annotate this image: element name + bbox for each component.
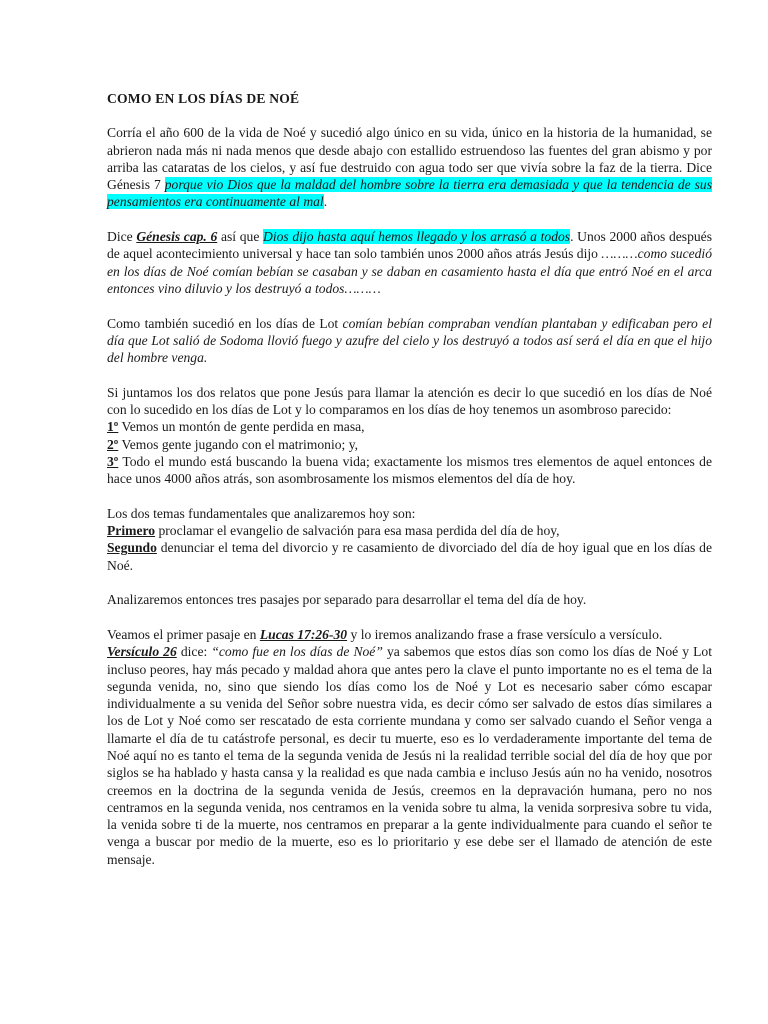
document-title: COMO EN LOS DÍAS DE NOÉ	[107, 91, 300, 106]
list-item: 2º Vemos gente jugando con el matrimonio; y,	[107, 436, 359, 452]
italic-quote: ………como sucedió en los días de Noé comían bebían se casaban y se daban en casamiento hasta el día que entró Noé en el arca entonces vino diluvio y los destruyó a todos………	[107, 246, 713, 296]
italic-quote: “como fue en los días de Noé”	[211, 644, 383, 660]
paragraph-1: Corría el año 600 de la vida de Noé y sucedió algo único en su vida, único en la historia de la humanidad, se abrieron nada más ni nada menos que desde abajo con estallido estruendoso las fuentes del gran abismo y por arriba las cataratas de los cielos, y así fue destruido con agua todo ser que vivía sobre la faz de la tierra. Dice Génesis 7 porque vio Dios que la maldad del hombre sobre la tierra era demasiada y que la tendencia de sus pensamientos era continuamente al mal.	[107, 125, 712, 210]
paragraph-8: Versículo 26 dice: “como fue en los días de Noé” ya sabemos que estos días son como los días de Noé y Lot incluso peores, hay más pecado y maldad ahora que antes pero la clave el punto importante no es el tema de la segunda venida, no, sino que siendo los días como los de Noé y Lot es necesario saber cómo escapar individualmente a su venida del Señor sobre nuestra vida, es decir cómo ser salvado de estos días similares a los de Lot y Noé como ser rescatado de esta corriente mundana y como ser salvado cuando el Señor venga a llamarte el día de tu catástrofe personal, es decir tu muerte, eso es lo verdaderamente importante del tema de Noé aquí no es tanto el tema de la segunda venida de Jesús ni la realidad terrible social del día de hoy que por siglos se ha hablado y hasta cansa y la realidad es que nada cambia e incluso Jesús aún no ha venido, nosotros creemos en la doctrina de la segunda venida de Jesús, creemos en la depravación humana, pero no nos centramos en la segunda venida, nos centramos en la venida sobre tu alma, la venida sorpresiva sobre tu vida, la venida sobre ti de la muerte, nos centramos en preparar a la gente individualmente para cuando el señor te venga a buscar por medio de la muerte, eso es lo prioritario y ese debe ser el llamado de atención de este mensaje.	[107, 644, 712, 867]
topic-second: Segundo denunciar el tema del divorcio y re casamiento de divorciado del día de hoy igual que en los días de Noé.	[107, 540, 712, 573]
list-number: 2º	[107, 436, 119, 452]
paragraph-2: Dice Génesis cap. 6 así que Dios dijo hasta aquí hemos llegado y los arrasó a todos. Unos 2000 años después de aquel acontecimiento universal y hace tan solo también unos 2000 años atrás Jesús dijo ………como sucedió en los días de Noé comían bebían se casaban y se daban en casamiento hasta el día que entró Noé en el arca entonces vino diluvio y los destruyó a todos………	[107, 229, 713, 296]
paragraph-7: Veamos el primer pasaje en Lucas 17:26-30 y lo iremos analizando frase a frase versículo a versículo.	[107, 626, 663, 642]
topic-label: Segundo	[107, 540, 157, 556]
list-item: 3º Todo el mundo está buscando la buena vida; exactamente los mismos tres elementos de aquel entonces de hace unos 4000 años atrás, son asombrosamente los mismos elementos del día de hoy.	[107, 453, 712, 487]
list-item: 1º Vemos un montón de gente perdida en masa,	[107, 419, 365, 435]
paragraph-3: Como también sucedió en los días de Lot comían bebían compraban vendían plantaban y edificaban pero el día que Lot salió de Sodoma llovió fuego y azufre del cielo y los destruyó a todos así será el día en que el hijo del hombre venga.	[107, 315, 712, 366]
list-number: 1º	[107, 419, 119, 435]
italic-quote: comían bebían compraban vendían plantaban y edificaban pero el día que Lot salió de Sodoma llovió fuego y azufre del cielo y los destruyó a todos así será el día en que el hijo del hombre venga.	[107, 315, 712, 366]
paragraph-5-intro: Los dos temas fundamentales que analizaremos hoy son:	[107, 505, 416, 521]
paragraph-6: Analizaremos entonces tres pasajes por separado para desarrollar el tema del día de hoy.	[107, 592, 587, 608]
topic-label: Primero	[107, 523, 156, 539]
paragraph-4-intro: Si juntamos los dos relatos que pone Jesús para llamar la atención es decir lo que sucedió en los días de Noé con lo sucedido en los días de Lot y lo comparamos en los días de hoy tenemos un asombroso parecido:	[107, 384, 712, 418]
list-number: 3º	[107, 453, 119, 469]
highlighted-quote: porque vio Dios que la maldad del hombre sobre la tierra era demasiada y que la tendencia de sus pensamientos era continuamente al mal	[107, 177, 712, 210]
document-page	[107, 90, 712, 885]
highlighted-quote: Dios dijo hasta aquí hemos llegado y los arrasó a todos	[263, 229, 571, 245]
bible-reference: Lucas 17:26-30	[259, 626, 348, 642]
verse-label: Versículo 26	[107, 644, 177, 660]
bible-reference: Génesis cap. 6	[136, 229, 218, 245]
topic-first: Primero proclamar el evangelio de salvación para esa masa perdida del día de hoy,	[107, 523, 560, 539]
